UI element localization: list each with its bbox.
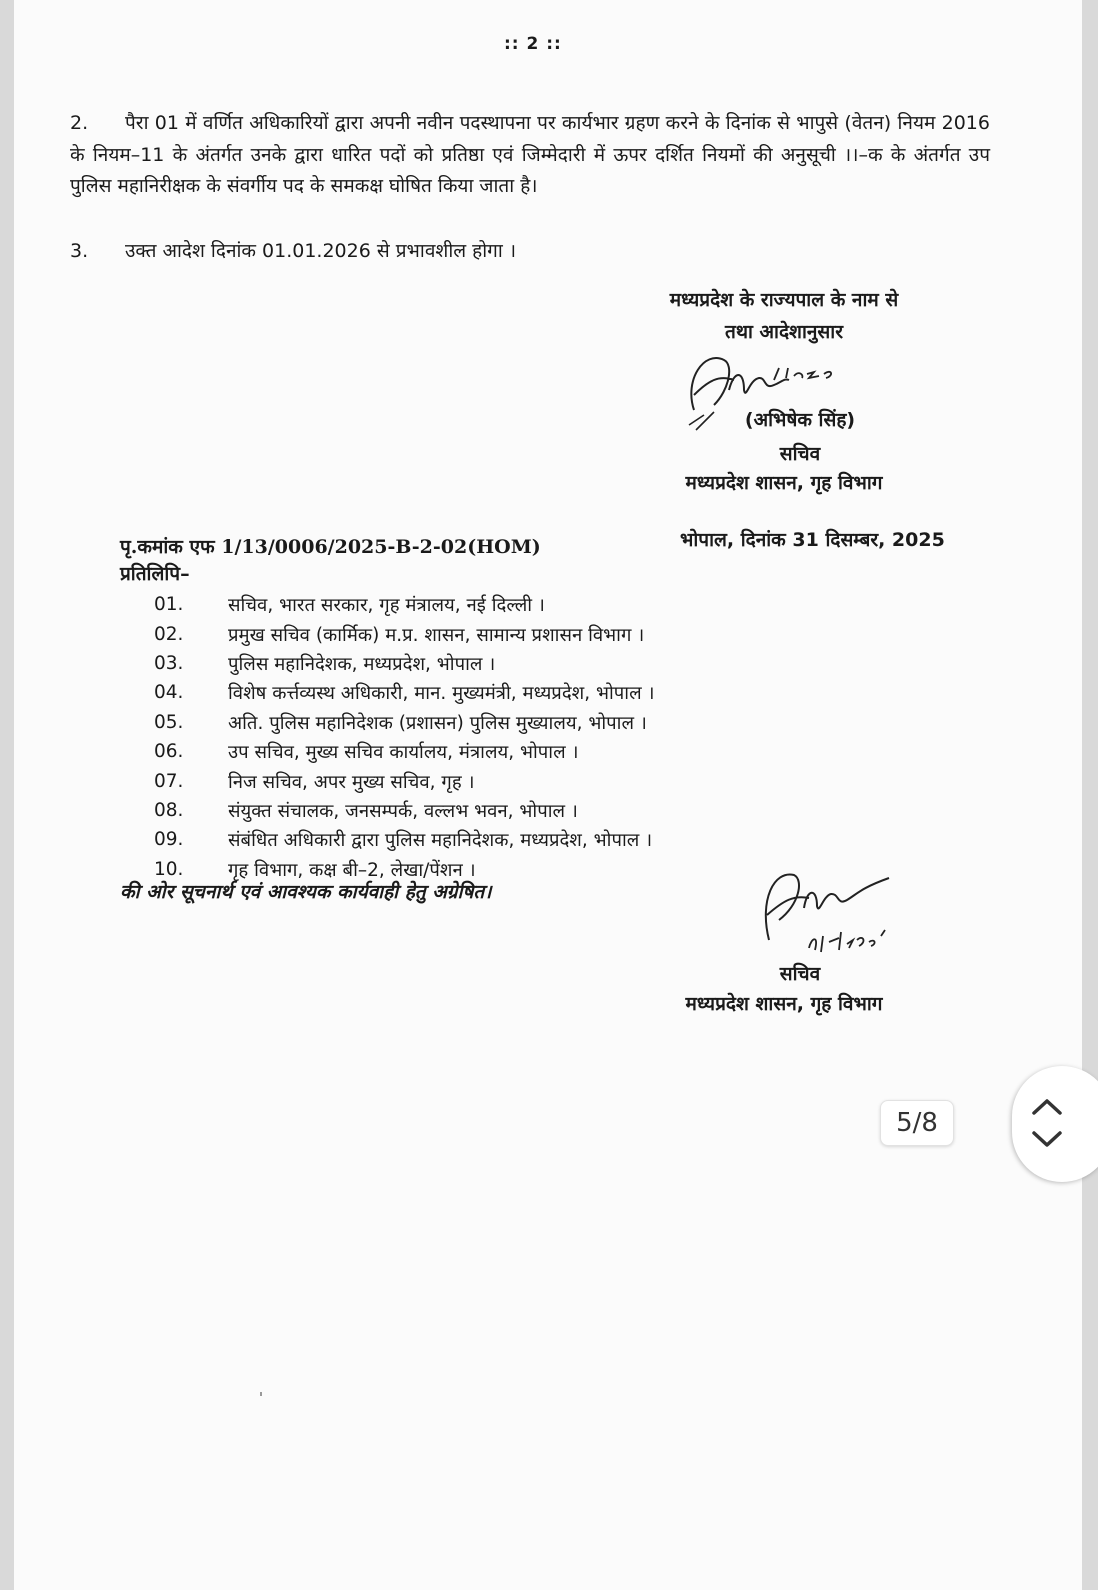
item-number: 10. (154, 858, 184, 880)
chevron-up-icon[interactable] (1030, 1096, 1064, 1118)
authority-line-1: मध्यप्रदेश के राज्यपाल के नाम से (669, 289, 899, 311)
paragraph-number: 2. (70, 112, 89, 134)
item-text: संबंधित अधिकारी द्वारा पुलिस महानिदेशक, मध्यप्रदेश, भोपाल । (228, 830, 653, 852)
handwritten-signature-2 (749, 860, 919, 960)
scan-speck (260, 1392, 262, 1396)
item-number: 04. (154, 682, 184, 704)
item-text: प्रमुख सचिव (कार्मिक) म.प्र. शासन, सामान्य प्रशासन विभाग । (228, 624, 645, 646)
signatory-department: मध्यप्रदेश शासन, गृह विभाग (685, 472, 883, 494)
forward-note: की ओर सूचनार्थ एवं आवश्यक कार्यवाही हेतु अग्रेषित। (120, 881, 492, 903)
paragraph-text: पैरा 01 में वर्णित अधिकारियों द्वारा अपनी नवीन पदस्थापना पर कार्यभार ग्रहण करने के दिनांक से भापुसे (वेतन) नियम 2016 के नियम–11 के अंतर्गत उनके द्वारा धारित पदों को प्रतिष्ठा एवं जिम्मेदारी में ऊपर दर्शित नियमों की अनुसूची ।।–क के अंतर्गत उप पुलिस महानिरीक्षक के संवर्गीय पद के समकक्ष घोषित किया जाता है। (70, 112, 990, 197)
item-text: निज सचिव, अपर मुख्य सचिव, गृह । (228, 771, 475, 793)
reference-number: पृ.कमांक एफ 1/13/0006/2025-B-2-02(HOM) (120, 536, 541, 558)
item-number: 09. (154, 829, 184, 851)
chevron-down-icon[interactable] (1030, 1128, 1064, 1150)
item-text: संयुक्त संचालक, जनसम्पर्क, वल्लभ भवन, भोपाल । (228, 800, 578, 822)
list-item (154, 619, 954, 648)
authority-line-2: तथा आदेशानुसार (725, 321, 843, 343)
page-navigation-control (1012, 1066, 1098, 1182)
page-indicator-badge: 5/8 (880, 1100, 954, 1146)
page-mark: :: 2 :: (504, 34, 562, 54)
document-page (14, 0, 1082, 1590)
list-item (154, 796, 954, 825)
item-number: 08. (154, 799, 184, 821)
list-item (154, 649, 954, 678)
paragraph-text: उक्त आदेश दिनांक 01.01.2026 से प्रभावशील होगा । (125, 240, 517, 262)
list-item (154, 737, 954, 766)
item-text: पुलिस महानिदेशक, मध्यप्रदेश, भोपाल । (228, 653, 496, 675)
item-text: उप सचिव, मुख्य सचिव कार्यालय, मंत्रालय, भोपाल । (228, 742, 579, 764)
item-number: 05. (154, 711, 184, 733)
signatory-designation-2: सचिव (779, 963, 821, 985)
place-date: भोपाल, दिनांक 31 दिसम्बर, 2025 (680, 529, 945, 551)
list-item (154, 590, 954, 619)
item-text: विशेष कर्त्तव्यस्थ अधिकारी, मान. मुख्यमंत्री, मध्यप्रदेश, भोपाल । (228, 683, 655, 705)
signatory-department-2: मध्यप्रदेश शासन, गृह विभाग (685, 993, 883, 1015)
list-item (154, 825, 954, 854)
list-item (154, 678, 954, 707)
item-number: 01. (154, 594, 184, 616)
signatory-designation: सचिव (779, 443, 821, 465)
item-number: 03. (154, 652, 184, 674)
list-item (154, 708, 954, 737)
paragraph-2 (70, 108, 990, 203)
paragraph-number: 3. (70, 240, 89, 262)
list-item (154, 766, 954, 795)
copy-heading: प्रतिलिपि– (120, 563, 190, 585)
item-text: अति. पुलिस महानिदेशक (प्रशासन) पुलिस मुख्यालय, भोपाल । (228, 712, 647, 734)
item-text: गृह विभाग, कक्ष बी–2, लेखा/पेंशन । (228, 859, 476, 881)
item-number: 02. (154, 623, 184, 645)
item-number: 06. (154, 741, 184, 763)
signatory-name: (अभिषेक सिंह) (744, 409, 856, 431)
copy-list (154, 590, 954, 884)
item-number: 07. (154, 770, 184, 792)
paragraph-3 (70, 236, 990, 268)
item-text: सचिव, भारत सरकार, गृह मंत्रालय, नई दिल्ली । (228, 595, 545, 617)
